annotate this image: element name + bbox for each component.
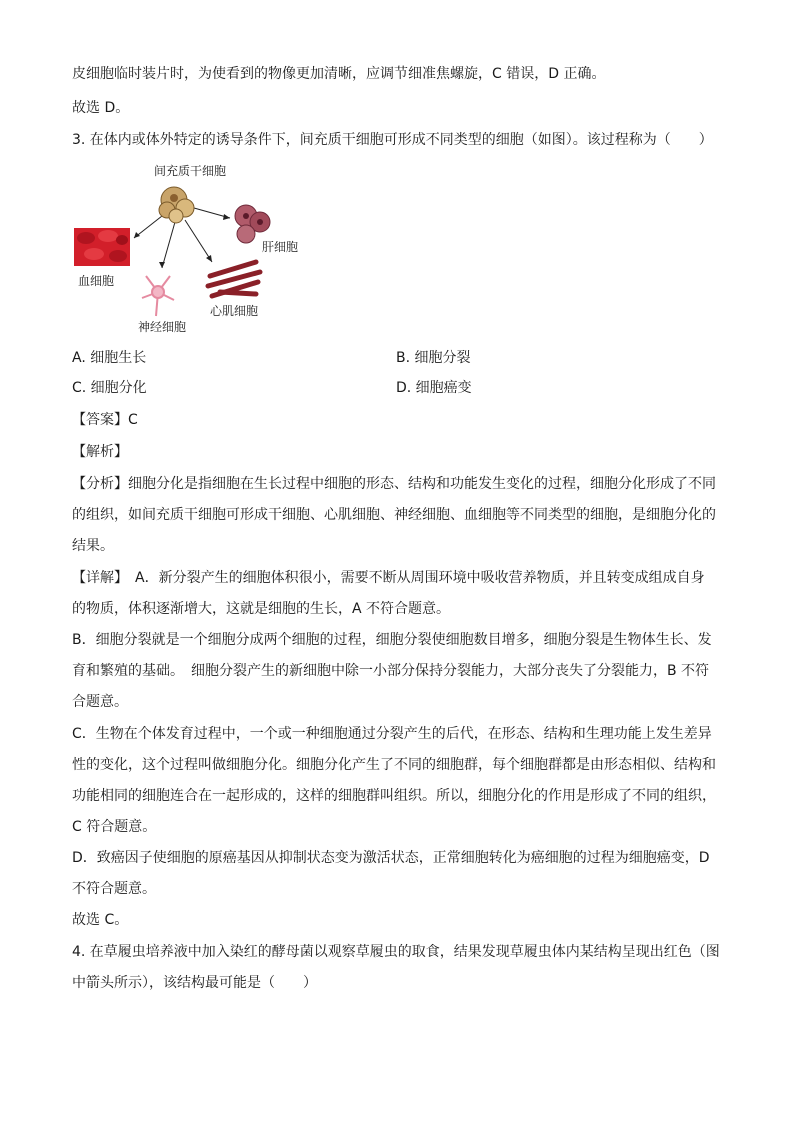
blood-cell-image: [74, 228, 130, 266]
option-b: B. 细胞分裂: [396, 350, 471, 366]
cardiac-muscle-image: [208, 262, 260, 296]
option-a: A. 细胞生长: [72, 350, 147, 366]
text-line: 不符合题意。: [72, 881, 156, 897]
answer: 【答案】C: [72, 412, 138, 428]
text-line: 结果。: [72, 538, 114, 554]
label-liver-cell: 肝细胞: [262, 240, 299, 254]
nerve-cell-image: [142, 276, 174, 316]
option-c: C. 细胞分化: [72, 380, 147, 396]
text-line: 的物质，体积逐渐增大，这就是细胞的生长，A 不符合题意。: [72, 601, 451, 617]
label-cardiac-cell: 心肌细胞: [210, 304, 259, 318]
question-4: 4. 在草履虫培养液中加入染红的酵母菌以观察草履虫的取食，结果发现草履虫体内某结构呈现出红色（图: [72, 944, 720, 960]
option-d: D. 细胞癌变: [396, 380, 472, 396]
label-nerve-cell: 神经细胞: [138, 320, 187, 334]
text-line: C 符合题意。: [72, 819, 157, 835]
text-line: 的组织，如间充质干细胞可形成干细胞、心肌细胞、神经细胞、血细胞等不同类型的细胞，是细胞分化的: [72, 507, 716, 523]
text-line: 合题意。: [72, 694, 128, 710]
text-line: 【分析】细胞分化是指细胞在生长过程中细胞的形态、结构和功能发生变化的过程，细胞分化形成了不同: [72, 476, 716, 492]
text-line: C．生物在个体发育过程中，一个或一种细胞通过分裂产生的后代，在形态、结构和生理功能上发生差异: [72, 726, 712, 742]
text-line: 中箭头所示），该结构最可能是（ ）: [72, 975, 317, 991]
text-line: D．致癌因子使细胞的原癌基因从抑制状态变为激活状态，正常细胞转化为癌细胞的过程为细胞癌变，D: [72, 850, 710, 866]
text-line: 育和繁殖的基础。 细胞分裂产生的新细胞中除一小部分保持分裂能力，大部分丧失了分裂能力，B 不符: [72, 663, 710, 679]
text-line: 故选 D。: [72, 100, 130, 116]
text-line: 【详解】 A．新分裂产生的细胞体积很小，需要不断从周围环境中吸收营养物质，并且转变成组成自身: [72, 570, 705, 586]
label-stem-cell: 间充质干细胞: [154, 164, 227, 178]
text-line: 故选 C。: [72, 912, 129, 928]
text-line: 功能相同的细胞连合在一起形成的，这样的细胞群叫组织。所以，细胞分化的作用是形成了不同的组织，: [72, 788, 716, 804]
question-3: 3. 在体内或体外特定的诱导条件下，间充质干细胞可形成不同类型的细胞（如图）。该过程称为（ ）: [72, 132, 713, 148]
arrow-to-nerve: [162, 222, 175, 268]
label-blood-cell: 血细胞: [78, 274, 115, 288]
arrow-to-muscle: [185, 220, 212, 262]
analysis-heading: 【解析】: [72, 444, 128, 460]
stem-cell-image: [159, 187, 194, 223]
cell-differentiation-figure: [70, 158, 330, 338]
text-line: 性的变化，这个过程叫做细胞分化。细胞分化产生了不同的细胞群，每个细胞群都是由形态相似、结构和: [72, 757, 716, 773]
text-line: 皮细胞临时装片时，为使看到的物像更加清晰，应调节细准焦螺旋，C 错误，D 正确。: [72, 66, 606, 82]
text-line: B．细胞分裂就是一个细胞分成两个细胞的过程，细胞分裂使细胞数目增多，细胞分裂是生物体生长、发: [72, 632, 712, 648]
